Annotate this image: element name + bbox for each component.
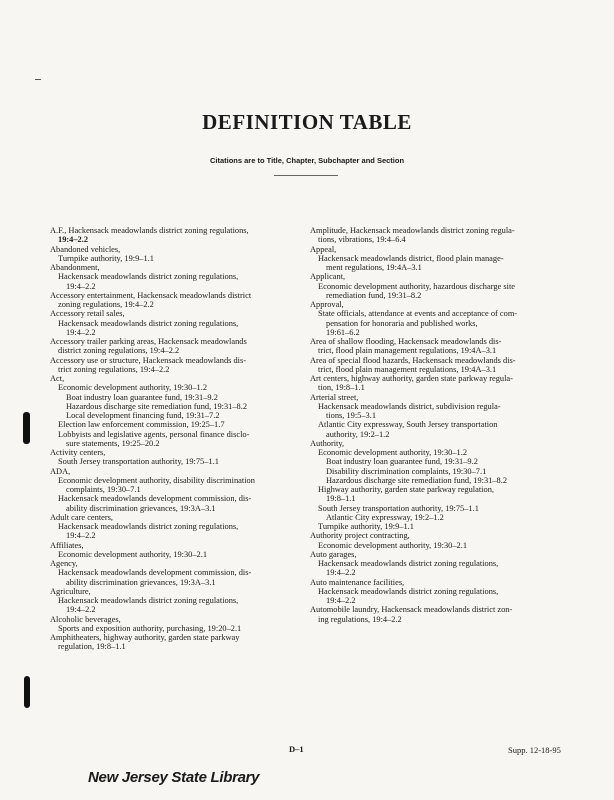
index-subentry: 19:8–1.1 <box>326 494 356 504</box>
index-entry: Amplitude, Hackensack meadowlands district zoning regula- <box>310 226 515 235</box>
index-entry: Area of special flood hazards, Hackensack meadowlands dis- <box>310 355 516 365</box>
index-subentry: sure statements, 19:25–20.2 <box>66 438 160 448</box>
index-subentry: tion, 19:8–1.1 <box>318 383 365 393</box>
index-subentry: trict, flood plain management regulations, 19:4A–3.1 <box>318 364 497 374</box>
index-subentry: Boat industry loan guarantee fund, 19:31–9.2 <box>66 392 218 402</box>
index-subentry: Boat industry loan guarantee fund, 19:31–9.2 <box>326 457 478 467</box>
index-subentry: ing regulations, 19:4–2.2 <box>318 614 402 624</box>
index-entry: Affiliates, <box>50 540 84 550</box>
index-entry: Accessory entertainment, Hackensack meadowlands district <box>50 290 252 300</box>
index-subentry: 19:4–2.2 <box>66 531 96 541</box>
index-entry: Act, <box>50 374 65 383</box>
page-subtitle: Citations are to Title, Chapter, Subchapter and Section <box>209 156 405 165</box>
index-subentry: Sports and exposition authority, purchasing, 19:20–2.1 <box>58 623 242 633</box>
index-subentry: ability discrimination grievances, 19:3A–3.1 <box>66 503 216 513</box>
index-entry: Authority project contracting, <box>310 531 410 541</box>
index-entry: A.F., Hackensack meadowlands district zoning regulations, <box>50 226 249 235</box>
index-entry: Automobile laundry, Hackensack meadowlands district zon- <box>310 605 513 615</box>
scan-artifact <box>35 79 41 80</box>
index-subentry: Economic development authority, 19:30–1.2 <box>58 383 208 393</box>
index-subentry: district zoning regulations, 19:4–2.2 <box>58 346 180 356</box>
index-subentry: 19:4–2.2 <box>66 327 96 337</box>
index-entry: Auto garages, <box>310 549 357 559</box>
index-subentry: ment regulations, 19:4A–3.1 <box>326 263 422 272</box>
index-subentry: Hackensack meadowlands district, subdivision regula- <box>318 401 501 411</box>
index-entry: Adult care centers, <box>50 512 114 522</box>
index-subentry: Economic development authority, disability discrimination <box>58 475 255 485</box>
index-entry: Appeal, <box>310 244 337 254</box>
index-subentry: Hackensack meadowlands development commission, dis- <box>58 494 252 504</box>
index-subentry: Hackensack meadowlands district zoning regulations, <box>318 559 499 568</box>
index-subentry: Atlantic City expressway, South Jersey transportation <box>318 420 498 430</box>
index-subentry: 19:4–2.2 <box>58 235 89 245</box>
index-subentry: Local development financing fund, 19:31–7.2 <box>66 411 220 420</box>
index-subentry: Economic development authority, 19:30–1.2 <box>318 448 468 457</box>
index-entry: Area of shallow flooding, Hackensack meadowlands dis- <box>310 337 502 346</box>
index-subentry: remediation fund, 19:31–8.2 <box>326 290 422 300</box>
index-subentry: Lobbyists and legislative agents, personal finance disclo- <box>58 429 250 439</box>
index-subentry: South Jersey transportation authority, 19:75–1.1 <box>318 503 479 513</box>
index-subentry: Economic development authority, 19:30–2.1 <box>318 540 468 550</box>
index-entry: Auto maintenance facilities, <box>310 577 405 587</box>
index-subentry: Election law enforcement commission, 19:25–1.7 <box>58 420 225 430</box>
index-entry: Activity centers, <box>50 448 106 457</box>
index-subentry: South Jersey transportation authority, 19:75–1.1 <box>58 457 219 467</box>
index-subentry: trict zoning regulations, 19:4–2.2 <box>58 364 170 374</box>
index-subentry: Highway authority, garden state parkway regulation, <box>318 485 494 494</box>
index-entry: Agriculture, <box>50 586 91 596</box>
index-entry: Authority, <box>310 438 345 448</box>
index-entry: Amphitheaters, highway authority, garden state parkway <box>50 633 240 642</box>
index-subentry: Hackensack meadowlands development commission, dis- <box>58 568 252 578</box>
index-subentry: 19:61–6.2 <box>326 327 360 337</box>
index-subentry: State officials, attendance at events and acceptance of com- <box>318 309 518 319</box>
supplement-date: Supp. 12-18-95 <box>508 745 561 755</box>
index-entry: ADA, <box>50 466 71 476</box>
index-entry: Approval, <box>310 300 344 309</box>
index-subentry: Hazardous discharge site remediation fund, 19:31–8.2 <box>326 475 508 485</box>
index-entry: Abandonment, <box>50 263 100 272</box>
index-subentry: Hackensack meadowlands district zoning regulations, <box>58 318 239 328</box>
index-entry: Art centers, highway authority, garden state parkway regula- <box>310 374 513 383</box>
index-subentry: trict, flood plain management regulations, 19:4A–3.1 <box>318 346 497 356</box>
index-entry: Agency, <box>50 559 78 568</box>
binder-hole-mark <box>23 412 30 444</box>
index-subentry: pensation for honoraria and published works, <box>326 318 478 328</box>
index-subentry: ability discrimination grievances, 19:3A–3.1 <box>66 577 216 587</box>
library-stamp: New Jersey State Library <box>88 769 260 786</box>
index-entry: Arterial street, <box>310 392 359 402</box>
index-subentry: Economic development authority, hazardous discharge site <box>318 281 515 291</box>
index-entry: Accessory trailer parking areas, Hackensack meadowlands <box>50 337 247 346</box>
index-entry: Abandoned vehicles, <box>50 244 121 254</box>
index-subentry: 19:4–2.2 <box>66 605 96 615</box>
index-subentry: Turnpike authority, 19:9–1.1 <box>318 522 414 531</box>
index-subentry: Hackensack meadowlands district zoning regulations, <box>58 596 239 605</box>
index-subentry: Atlantic City expressway, 19:2–1.2 <box>326 512 444 522</box>
index-subentry: Hackensack meadowlands district zoning regulations, <box>58 272 239 282</box>
index-subentry: Turnpike authority, 19:9–1.1 <box>58 253 154 263</box>
index-subentry: Hazardous discharge site remediation fund, 19:31–8.2 <box>66 401 248 411</box>
binder-hole-mark <box>24 676 30 708</box>
index-subentry: 19:4–2.2 <box>66 281 96 291</box>
index-entry: Alcoholic beverages, <box>50 614 121 624</box>
index-subentry: authority, 19:2–1.2 <box>326 429 390 439</box>
index-entry: Accessory retail sales, <box>50 309 125 319</box>
index-subentry: tions, vibrations, 19:4–6.4 <box>318 235 406 245</box>
page-title: DEFINITION TABLE <box>202 110 412 134</box>
index-subentry: Disability discrimination complaints, 19:30–7.1 <box>326 466 487 476</box>
index-subentry: complaints, 19:30–7.1 <box>66 485 141 494</box>
page-number: D–1 <box>289 744 304 754</box>
index-subentry: regulation, 19:8–1.1 <box>58 642 126 652</box>
index-subentry: Economic development authority, 19:30–2.1 <box>58 549 208 559</box>
index-subentry: Hackensack meadowlands district zoning regulations, <box>318 586 499 596</box>
title-divider <box>274 175 338 176</box>
index-subentry: tions, 19:5–3.1 <box>326 411 377 420</box>
index-subentry: 19:4–2.2 <box>326 568 356 578</box>
index-subentry: Hackensack meadowlands district, flood plain manage- <box>318 253 504 263</box>
index-entry: Accessory use or structure, Hackensack meadowlands dis- <box>50 355 247 365</box>
right-column <box>310 226 550 624</box>
index-subentry: zoning regulations, 19:4–2.2 <box>58 300 154 309</box>
index-subentry: 19:4–2.2 <box>326 596 356 605</box>
index-subentry: Hackensack meadowlands district zoning regulations, <box>58 522 239 531</box>
left-column <box>50 226 286 652</box>
index-entry: Applicant, <box>310 272 346 282</box>
